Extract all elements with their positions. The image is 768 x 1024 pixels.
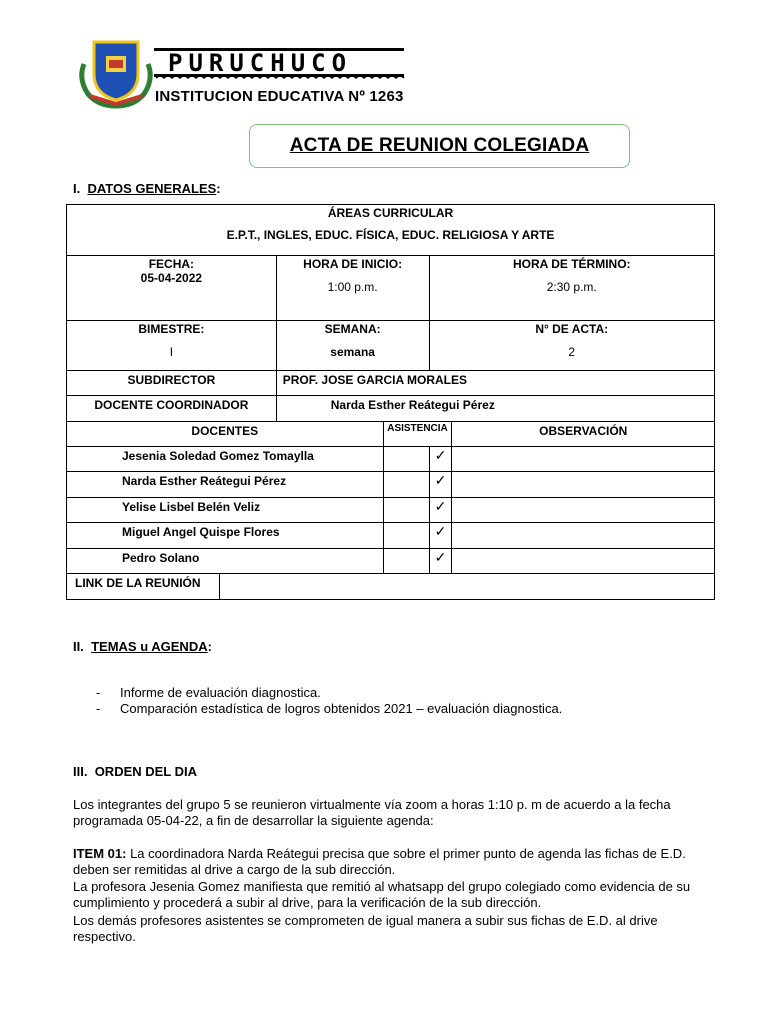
docentes-header: DOCENTES bbox=[191, 424, 259, 438]
docente-name: Narda Esther Reátegui Pérez bbox=[122, 474, 287, 488]
semana-value: semana bbox=[330, 345, 375, 359]
asistencia-header: ASISTENCIA bbox=[387, 423, 448, 434]
section-3-heading bbox=[73, 764, 197, 779]
fecha-label: FECHA: bbox=[148, 257, 195, 271]
asistencia-check: ✓ bbox=[434, 472, 447, 488]
acta-label: N° DE ACTA: bbox=[535, 322, 609, 336]
item-01-paragraph bbox=[73, 846, 723, 878]
hora-inicio-label: HORA DE INICIO: bbox=[303, 257, 403, 271]
asistencia-check: ✓ bbox=[434, 549, 447, 565]
document-title-box bbox=[249, 124, 630, 168]
table-row bbox=[67, 549, 715, 574]
coordinador-row bbox=[67, 396, 715, 422]
asistencia-check: ✓ bbox=[434, 523, 447, 539]
areas-label: ÁREAS CURRICULAR bbox=[327, 206, 454, 220]
bimestre-row bbox=[67, 321, 715, 371]
docente-name: Yelise Lisbel Belén Veliz bbox=[122, 500, 261, 514]
general-data-table bbox=[66, 204, 715, 600]
subdirector-value: PROF. JOSE GARCIA MORALES bbox=[282, 373, 467, 387]
docente-name: Miguel Angel Quispe Flores bbox=[122, 525, 280, 539]
section-2-colon: : bbox=[207, 639, 212, 654]
section-2-number: II. bbox=[73, 639, 84, 654]
areas-row bbox=[67, 205, 715, 256]
section-2-heading bbox=[73, 639, 212, 654]
section-2-title: TEMAS u AGENDA bbox=[91, 639, 208, 654]
agenda-bullet: - bbox=[96, 685, 101, 700]
paragraph-2: La profesora Jesenia Gomez manifiesta que remitió al whatsapp del grupo colegiado como evidencia de su cumplimiento y procederá a subir al drive, para la verificación de la sub dirección. bbox=[73, 879, 691, 910]
item-01-text: La coordinadora Narda Reátegui precisa que sobre el primer punto de agenda las fichas de E.D. deben ser remitidas al drive a cargo de la sub dirección. bbox=[73, 846, 686, 877]
hora-termino-label: HORA DE TÉRMINO: bbox=[512, 257, 631, 271]
table-row bbox=[67, 447, 715, 472]
docentes-header-row bbox=[67, 422, 715, 447]
areas-value: E.P.T., INGLES, EDUC. FÍSICA, EDUC. RELIGIOSA Y ARTE bbox=[226, 228, 555, 242]
semana-label: SEMANA: bbox=[324, 322, 381, 336]
table-row bbox=[67, 472, 715, 498]
svg-text:PURUCHUCO: PURUCHUCO bbox=[168, 49, 353, 77]
subdirector-row bbox=[67, 371, 715, 396]
document-title: ACTA DE REUNION COLEGIADA bbox=[289, 135, 590, 156]
bimestre-value: I bbox=[169, 345, 174, 359]
agenda-bullet: - bbox=[96, 701, 101, 716]
coordinador-value: Narda Esther Reátegui Pérez bbox=[330, 398, 495, 412]
section-1-heading bbox=[73, 181, 221, 196]
asistencia-check: ✓ bbox=[434, 498, 447, 514]
subdirector-label: SUBDIRECTOR bbox=[127, 373, 216, 387]
observacion-header: OBSERVACIÓN bbox=[539, 424, 628, 438]
fecha-value: 05-04-2022 bbox=[140, 271, 203, 285]
table-row bbox=[67, 498, 715, 523]
dates-row bbox=[67, 256, 715, 321]
link-row bbox=[67, 574, 715, 600]
institution-name: INSTITUCION EDUCATIVA Nº 1263 bbox=[155, 88, 404, 105]
asistencia-check: ✓ bbox=[434, 447, 447, 463]
docente-name: Jesenia Soledad Gomez Tomaylla bbox=[122, 449, 314, 463]
agenda-item: Comparación estadística de logros obtenidos 2021 – evaluación diagnostica. bbox=[120, 701, 563, 716]
orden-intro: Los integrantes del grupo 5 se reunieron virtualmente vía zoom a horas 1:10 p. m de acuerdo a la fecha programada 05-04-22, a fin de desarrollar la siguiente agenda: bbox=[73, 797, 671, 828]
coordinador-label: DOCENTE COORDINADOR bbox=[94, 398, 249, 412]
section-1-number: I. bbox=[73, 181, 81, 196]
paragraph-3: Los demás profesores asistentes se comprometen de igual manera a subir sus fichas de E.D. al drive respectivo. bbox=[73, 913, 658, 944]
acta-value: 2 bbox=[568, 345, 576, 359]
section-3-number: III. bbox=[73, 764, 88, 779]
bimestre-label: BIMESTRE: bbox=[138, 322, 205, 336]
item-01-label: ITEM 01: bbox=[73, 846, 127, 861]
docente-name: Pedro Solano bbox=[122, 551, 200, 565]
section-3-title: ORDEN DEL DIA bbox=[94, 764, 198, 779]
link-label: LINK DE LA REUNIÓN bbox=[75, 576, 201, 590]
hora-termino-value: 2:30 p.m. bbox=[546, 280, 597, 294]
table-row bbox=[67, 523, 715, 549]
section-1-title: DATOS GENERALES bbox=[87, 181, 217, 196]
agenda-item: Informe de evaluación diagnostica. bbox=[120, 685, 321, 700]
section-1-colon: : bbox=[216, 181, 221, 196]
hora-inicio-value: 1:00 p.m. bbox=[327, 280, 378, 294]
